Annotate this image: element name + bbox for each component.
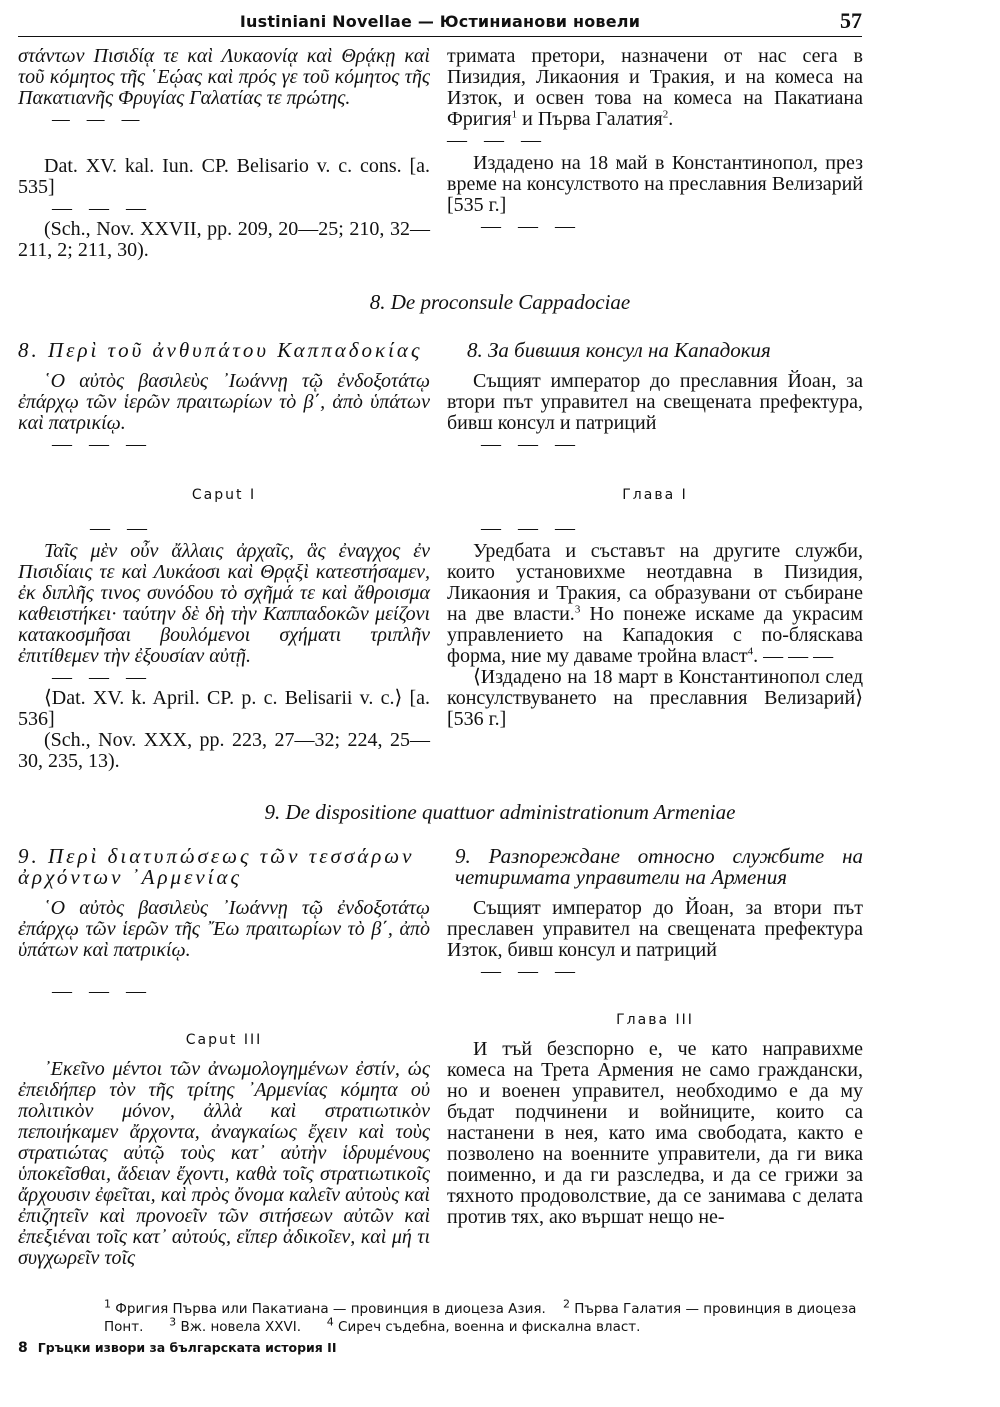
footnote-2-number: 2	[562, 1297, 570, 1311]
section-8-latin-date: ⟨Dat. XV. k. April. CP. p. c. Belisarii v. c.⟩ [a. 536]	[18, 687, 430, 730]
signature-number: 8	[18, 1340, 28, 1356]
section-9-bulgarian-title: 9. Разпореждане относно службите на четиримата управители на Армения	[455, 844, 863, 889]
top-bulgarian-date: Издадено на 18 май в Константинопол, през време на консулството на преславния Велизарий [535 г.]	[447, 152, 863, 216]
dash-separator: — — —	[447, 129, 547, 151]
footnote-2-text: Първа Галатия — провинция в диоцеза Понт.	[104, 1301, 857, 1335]
top-left-date-block	[18, 156, 430, 261]
footnote-3-number: 3	[169, 1315, 177, 1329]
section-8-greek-intro: ῾Ο αὐτὸς βασιλεὺς ᾿Ιωάννῃ τῷ ἐνδοξοτάτῳ ἐπάρχῳ τῶν ἱερῶν πραιτωρίων τὸ β΄, ἀπὸ ὑπάτων καὶ πατρικίῳ.	[18, 370, 430, 434]
section-9-glava: Глава III	[616, 1012, 694, 1028]
section-8-bulgarian-text-part2: Но понеже искаме да украсим управлението на Кападокия с по-бляскава форма, ние му даваме тройна власт	[447, 603, 863, 667]
top-left-greek-column	[18, 46, 430, 130]
top-bulgarian-text-part2: и Първа Галатия	[517, 108, 663, 130]
section-8-bulgarian-date: ⟨Издадено на 18 март в Константинопол след консулствуването на преславния Велизарий⟩ [536 г.]	[447, 666, 863, 730]
dash-separator: — — —	[52, 666, 152, 688]
section-9-bulgarian-column	[447, 846, 863, 1228]
signature-text: Гръцки извори за българската история II	[37, 1340, 337, 1355]
section-8-greek-title: 8. Περὶ τοῦ ἀνθυπάτου Καππαδοκίας	[18, 338, 423, 362]
section-8-latin-reference: (Sch., Nov. XXX, pp. 223, 27—32; 224, 25—30, 235, 13).	[18, 729, 430, 772]
section-9-greek-intro: ῾Ο αὐτὸς βασιλεὺς ᾿Ιωάννῃ τῷ ἐνδοξοτάτῳ ἐπάρχῳ τῶν ἱερῶν τῆς ῎Εω πραιτωρίων τὸ β΄, ἀπὸ ὑπάτων καὶ πατρικίῳ.	[18, 897, 430, 961]
top-greek-text: στάντων Πισιδίᾳ τε καὶ Λυκαονίᾳ καὶ Θρᾴκῃ καὶ τοῦ κόμητος τῆς ῾Εῴας καὶ πρός γε τοῦ κόμητος τῆς Πακατιανῆς Φρυγίας Γαλατίας τε πρώτης.	[18, 45, 430, 109]
footnote-1-text: Фригия Първа или Пакатиана — провинция в диоцеза Азия.	[111, 1301, 546, 1317]
section-8-bulgarian-column	[447, 340, 863, 730]
footnote-ref-1[interactable]: 1	[511, 108, 518, 121]
section-8-bulgarian-text: Уредбата и съставът на другите служби, които установихме неотдавна в Пизидия, Ликаония и Тракия, са образувани от събиране на две власти.$^3$ Но понеже искаме да украсим управлението на Кападокия с по-бляскава форма, ние му даваме тройна власт$^4$. — — —	[447, 540, 863, 667]
top-bulgarian-text-part1: тримата претори, назначени от нас сега в Пизидия, Ликаония и Тракия, и на комеса на Изток, и освен това на комеса на Пакатиана Фригия	[447, 45, 863, 130]
dash-separator: — — —	[481, 215, 581, 237]
section-8-bulgarian-intro: Същият император до преславния Йоан, за втори път управител на свещената префектура, бивш консул и патриций	[447, 370, 863, 434]
top-bulgarian-text: тримата претори, назначени от нас сега в Пизидия, Ликаония и Тракия, и на комеса на Изток, и освен това на комеса на Пакатиана Фригия$^1$ и Първа Галатия$^2$.	[447, 45, 863, 130]
running-header	[18, 10, 862, 37]
dash-separator: — —	[90, 517, 153, 539]
footnote-4-number: 4	[326, 1315, 334, 1329]
section-8-bulgarian-text-part1: Уредбата и съставът на другите служби, които установихме неотдавна в Пизидия, Ликаония и Тракия, са образувани от събиране на две власти.	[447, 540, 863, 625]
section-8-heading: 8. De proconsule Cappadociae	[369, 290, 631, 314]
section-8-glava: Глава I	[622, 487, 688, 503]
top-latin-date: Dat. XV. kal. Iun. CP. Belisario v. c. cons. [a. 535]	[18, 155, 430, 198]
section-8-bulgarian-title: 8. За бившия консул на Кападокия	[467, 338, 771, 362]
header-title: Iustiniani Novellae — Юстинианови новели	[239, 12, 641, 31]
printer-signature	[18, 1340, 336, 1356]
section-9-heading: 9. De dispositione quattuor administrationum Armeniae	[264, 800, 736, 824]
dash-separator: — — —	[52, 108, 146, 130]
footnote-ref-3[interactable]: 3	[574, 603, 581, 616]
section-8-caput: Caput I	[191, 487, 257, 503]
section-9-greek-text: ᾿Εκεῖνο μέντοι τῶν ἀνωμολογημένων ἐστίν, ὡς ἐπειδήπερ τὸν τῆς τρίτης ᾿Αρμενίας κόμητα οὐ πολιτικὸν μόνον, ἀλλὰ καὶ στρατιωτικὸν πεποιήκαμεν ἄρχοντα, ἀναγκαίως ἔχειν καὶ τοὺς στρατιώτας αὐτῷ τοὺς κατ᾽ αὐτὴν ἱδρυμένους ὑποκεῖσθαι, ἄδειαν ἔχοντι, καθὰ τοῖς στρατιωτικοῖς ἄρχουσιν ἐφεῖται, καὶ πρὸς ὄνομα καλεῖν αὐτοὺς καὶ ἐπιζητεῖν καὶ προνοεῖν τῶν σιτήσεων αὐτῶν καὶ ἐπεξιέναι τοῖς κατ᾽ αὐτούς, εἴπερ ἀδικοῖεν, καὶ μή τι συγχωρεῖν τοῖς	[18, 1058, 430, 1269]
footnotes	[18, 1297, 868, 1336]
dash-separator: — — —	[481, 960, 581, 982]
footnote-line	[18, 1297, 868, 1336]
page-number: 57	[840, 8, 862, 33]
dash-separator: — — —	[763, 645, 834, 667]
top-latin-reference: (Sch., Nov. XXVII, pp. 209, 20—25; 210, 32—211, 2; 211, 30).	[18, 218, 430, 261]
dash-separator: — — —	[52, 433, 152, 455]
dash-separator: — — —	[481, 433, 581, 455]
footnote-4-text: Сиреч съдебна, военна и фискална власт.	[333, 1319, 641, 1335]
footnote-3-text: Вж. новела XXVI.	[176, 1319, 301, 1335]
dash-separator: — — —	[52, 980, 152, 1002]
section-9-greek-title: 9. Περὶ διατυπώσεως τῶν τεσσάρων ἀρχόντων ᾿Αρμενίας	[18, 844, 415, 889]
footnote-ref-2[interactable]: 2	[662, 108, 669, 121]
footnote-ref-4[interactable]: 4	[747, 645, 754, 658]
section-9-caput: Caput III	[185, 1032, 263, 1048]
section-8-greek-column	[18, 340, 430, 772]
dash-separator: — — —	[52, 197, 152, 219]
section-9-greek-column	[18, 846, 430, 1269]
dash-separator: — — —	[481, 517, 581, 539]
section-9-bulgarian-text: И тъй безспорно е, че като направихме комеса на Трета Армения не само граждански, но и военен управител, необходимо е да му бъдат подчинени и войниците, които са настанени в нея, като има свободата, както е позволено на военните управители, да ги вика поименно, и да ги разследва, и да се грижи за тяхното продоволствие, да се занимава с делата против тях, ако вършат нещо не-	[447, 1038, 863, 1228]
footnote-1-number: 1	[104, 1297, 111, 1311]
top-right-bulgarian-column	[447, 46, 863, 237]
section-8-greek-text: Ταῖς μὲν οὖν ἄλλαις ἀρχαῖς, ἃς ἐναγχος ἐν Πισιδίαις τε καὶ Λυκάοσι καὶ Θρᾳξὶ κατεστήσαμεν, ἐκ διπλῆς τινος συνόδου τὸ σχῆμά τε καὶ ἄθροισμα καθειστήκει· ταύτην δὲ δὴ τὴν Καππαδοκῶν μείζονι κατακοσμῆσαι βουλόμενοι σχήματι τριπλῆν ἐπιτίθεμεν τὴν ἐξουσίαν αὐτῇ.	[18, 540, 430, 667]
section-9-bulgarian-intro: Същият император до Йоан, за втори път преславен управител на свещената префектура Изток, бивш консул и патриций	[447, 897, 863, 961]
